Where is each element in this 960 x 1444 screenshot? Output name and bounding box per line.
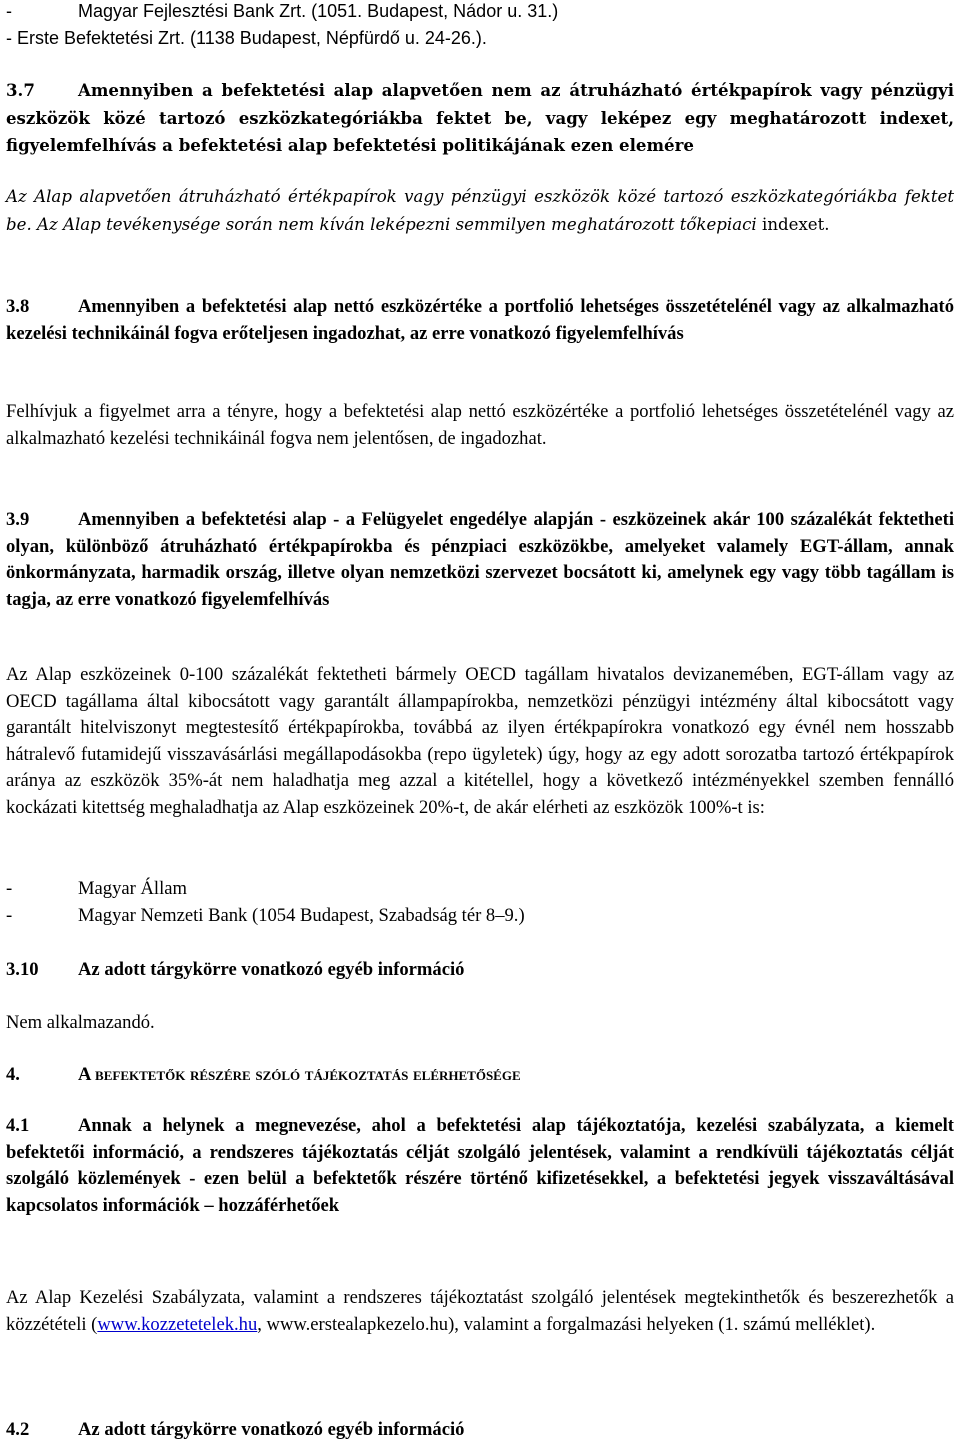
- list-item: [6, 876, 954, 903]
- section-3-9-list: [6, 876, 954, 929]
- section-body: Felhívjuk a figyelmet arra a tényre, hogy a befektetési alap nettó eszközértéke a portfolió lehetséges összetételénél vagy az alkalmazható kezelési technikáinál fogva nem jelentősen, de ingadozhat.: [6, 401, 954, 449]
- section-3-9-body: [6, 662, 954, 822]
- section-3-7-body: [6, 183, 954, 239]
- list-item-text: Magyar Fejlesztési Bank Zrt. (1051. Budapest, Nádor u. 31.): [78, 1, 559, 21]
- section-number: 3.9: [6, 509, 30, 530]
- section-number: 4.1: [6, 1115, 30, 1136]
- top-list: [6, 0, 954, 51]
- section-body-tail: indexet.: [756, 215, 830, 234]
- section-4-2-heading: [6, 1417, 954, 1444]
- section-body-pre: Az Alap Kezelési Szabályzata, valamint a rendszeres tájékoztatást szolgáló jelentések megtekinthetők és beszerezhetők a közzétételi (: [6, 1287, 954, 1335]
- section-4-1-body: [6, 1285, 954, 1338]
- list-dash: -: [6, 904, 13, 926]
- section-number: 3.8: [6, 296, 30, 317]
- list-item: [6, 0, 954, 25]
- section-number: 4.: [6, 1064, 20, 1085]
- list-item: - Erste Befektetési Zrt. (1138 Budapest, Népfürdő u. 24-26.).: [6, 27, 487, 48]
- kozzetetelek-link[interactable]: www.kozzetetelek.hu: [97, 1313, 258, 1335]
- section-heading-text: Annak a helynek a megnevezése, ahol a befektetési alap tájékoztatója, kezelési szabályzata, a kiemelt befektetői információ, a rendszeres tájékoztatás célját szolgáló jelentések, valamint a rendkívüli tájékoztatás célját szolgáló közlemények - ezen belül a befektetők részére történő kifizetésekkel, a befektetési jegyek visszaváltásával kapcsolatos információk – hozzáférhetőek: [6, 1115, 954, 1216]
- list-item-text: Magyar Állam: [78, 878, 187, 899]
- section-heading-text: Az adott tárgykörre vonatkozó egyéb információ: [78, 1419, 465, 1440]
- list-item: [6, 903, 954, 930]
- section-body: Nem alkalmazandó.: [6, 1012, 155, 1033]
- section-3-9-heading: [6, 507, 954, 613]
- section-number: 4.2: [6, 1419, 30, 1440]
- section-4-1-heading: [6, 1113, 954, 1219]
- section-3-8-body: [6, 399, 954, 452]
- list-dash: -: [6, 1, 12, 21]
- section-heading-text: Amennyiben a befektetési alap alapvetően nem az átruházható értékpapírok vagy pénzügyi eszközök közé tartozó eszközkategóriákba fektet be, vagy leképez egy meghatározott indexet, figyelemfelhívás a befektetési alap befektetési politikájának ezen elemére: [6, 80, 954, 156]
- section-body-post: , www.erstealapkezelo.hu), valamint a forgalmazási helyeken (1. számú melléklet).: [257, 1313, 876, 1335]
- section-3-8-heading: [6, 294, 954, 347]
- section-body: Az Alap eszközeinek 0-100 százalékát fektetheti bármely OECD tagállam hivatalos devizanemében, EGT-állam vagy az OECD tagállama által kibocsátott vagy garantált állampapírokba, nemzetközi pénzügyi intézmény által kibocsátott vagy garantált hitelviszonyt megtestesítő értékpapírokba, továbbá az ilyen értékpapírokra vonatkozó egy évnél nem hosszabb hátralevő futamidejű visszavásárlási megállapodásokba (repo ügyletek) úgy, hogy az egy adott sorozatba tartozó értékpapírok aránya az eszközök 35%-át nem haladhatja meg azzal a kitétellel, hogy a következő intézményekkel szemben fennálló kockázati kitettség meghaladhatja az Alap eszközeinek 20%-t, de akár elérheti az eszközök 100%-t is:: [6, 664, 954, 818]
- section-heading-text: Az adott tárgykörre vonatkozó egyéb információ: [78, 959, 465, 980]
- section-number: 3.7: [6, 80, 35, 100]
- section-body-italic: Az Alap alapvetően átruházható értékpapírok vagy pénzügyi eszközök közé tartozó eszközkategóriákba fektet be. Az Alap tevékenysége során nem kíván leképezni semmilyen meghatározott tőkepiaci: [6, 187, 954, 234]
- section-3-10-heading: [6, 957, 954, 984]
- section-heading-text: Amennyiben a befektetési alap - a Felügyelet engedélye alapján - eszközeinek akár 100 százalékát fektetheti olyan, különböző átruházható értékpapírokba és pénzpiaci eszközökbe, amelyeket valamely EGT-állam, annak önkormányzata, harmadik ország, illetve olyan nemzetközi szervezet bocsátott ki, amelynek egy vagy több tagállam is tagja, az erre vonatkozó figyelemfelhívás: [6, 509, 954, 610]
- section-number: 3.10: [6, 959, 39, 980]
- list-dash: -: [6, 878, 13, 899]
- section-heading-text: Amennyiben a befektetési alap nettó eszközértéke a portfolió lehetséges összetételénél vagy az alkalmazható kezelési technikáinál fogva erőteljesen ingadozhat, az erre vonatkozó figyelemfelhívás: [6, 296, 954, 344]
- section-heading-text: A befektetők részére szóló tájékoztatás elérhetősége: [78, 1064, 521, 1085]
- section-3-7-heading: [6, 77, 954, 160]
- section-3-10-body: [6, 1010, 954, 1037]
- section-4-heading: [6, 1062, 954, 1089]
- list-item-text: Magyar Nemzeti Bank (1054 Budapest, Szabadság tér 8–9.): [78, 904, 525, 926]
